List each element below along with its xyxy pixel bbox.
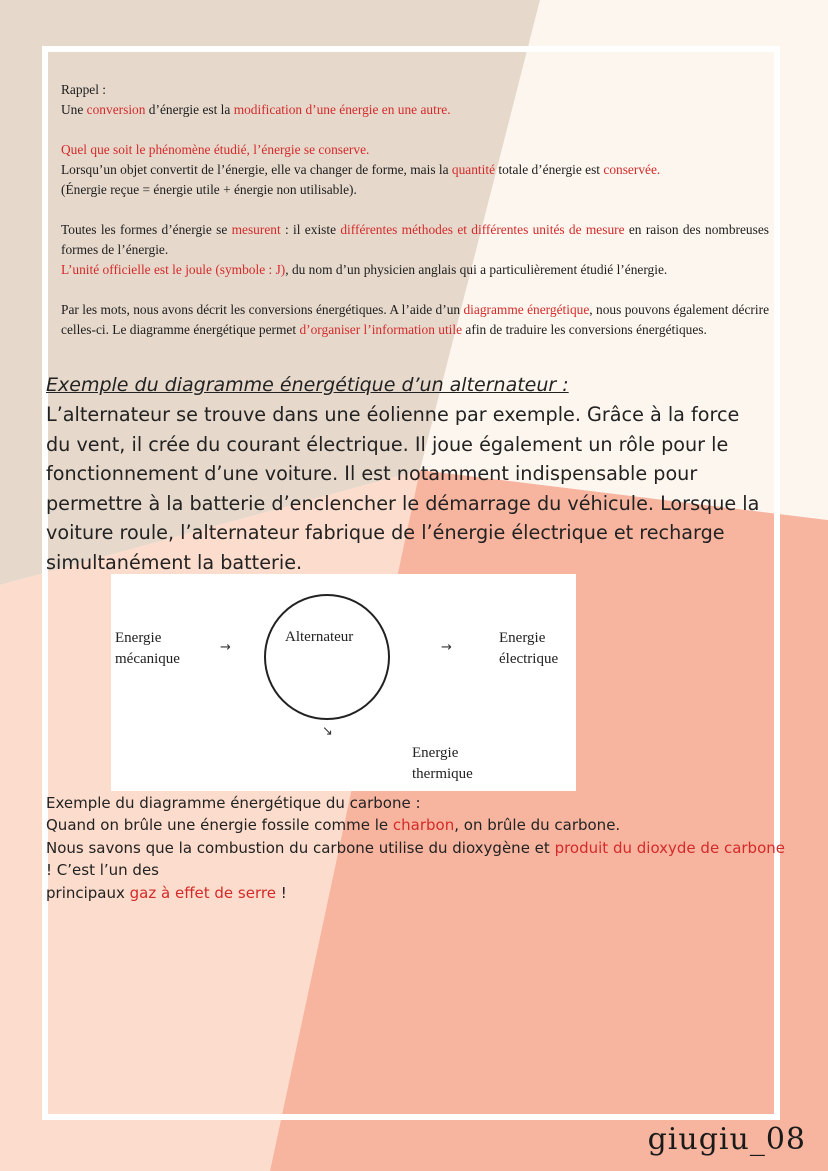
alternateur-paragraph: L’alternateur se trouve dans une éolienne par exemple. Grâce à la force du vent, il crée du courant électrique. Il joue également un rôle pour le fonctionnement d’une voiture. Il est notamment indispensable pour permettre à la batterie d’enclencher le démarrage du véhicule. Lorsque la voiture roule, l’alternateur fabrique de l’énergie électrique et recharge simultanément la batterie. [46,403,760,574]
rappel-line-4: (Énergie reçue = énergie utile + énergie non utilisable). [61,182,357,197]
author-signature: giugiu_08 [647,1122,806,1157]
carbone-line-2: Nous savons que la combustion du carbone utilise du dioxygène et produit du dioxyde de carbone ! C’est l’un des [46,838,785,880]
carbone-section [46,792,786,904]
diagram-output-label: Energie électrique [499,630,559,667]
rappel-line-6: L’unité officielle est le joule (symbole : J), du nom d’un physicien anglais qui a particulièrement étudié l’énergie. [61,262,668,277]
rappel-line-5: Toutes les formes d’énergie se mesurent : il existe différentes méthodes et différentes unités de mesure en raison des nombreuses formes de l’énergie. [61,222,769,257]
arrow-diagonal-icon: ↘ [322,724,333,739]
rappel-title: Rappel : [61,82,106,97]
diagram-input-label: Energie mécanique [115,630,180,667]
rappel-line-7: Par les mots, nous avons décrit les conversions énergétiques. A l’aide d’un diagramme énergétique, nous pouvons également décrire celles-ci. Le diagramme énergétique permet d’organiser l’information utile afin de traduire les conversions énergétiques. [61,302,770,337]
carbone-title: Exemple du diagramme énergétique du carbone : [46,794,421,812]
diagram-loss-label: Energie thermique [412,745,473,782]
carbone-line-3: principaux gaz à effet de serre ! [46,883,287,902]
alternateur-circle [264,594,390,720]
rappel-line-3: Lorsqu’un objet convertit de l’énergie, elle va changer de forme, mais la quantité totale d’énergie est conservée. [61,162,661,177]
arrow-right-icon: → [220,640,231,655]
rappel-section [61,80,769,340]
alternateur-heading: Exemple du diagramme énergétique d’un alternateur : [46,374,569,396]
carbone-line-1: Quand on brûle une énergie fossile comme le charbon, on brûle du carbone. [46,816,621,835]
arrow-right-icon: → [441,640,452,655]
rappel-line-1: Une conversion d’énergie est la modification d’une énergie en une autre. [61,102,451,117]
energy-diagram [111,574,576,791]
diagram-center-label: Alternateur [285,629,354,645]
rappel-line-2: Quel que soit le phénomène étudié, l’énergie se conserve. [61,142,370,157]
